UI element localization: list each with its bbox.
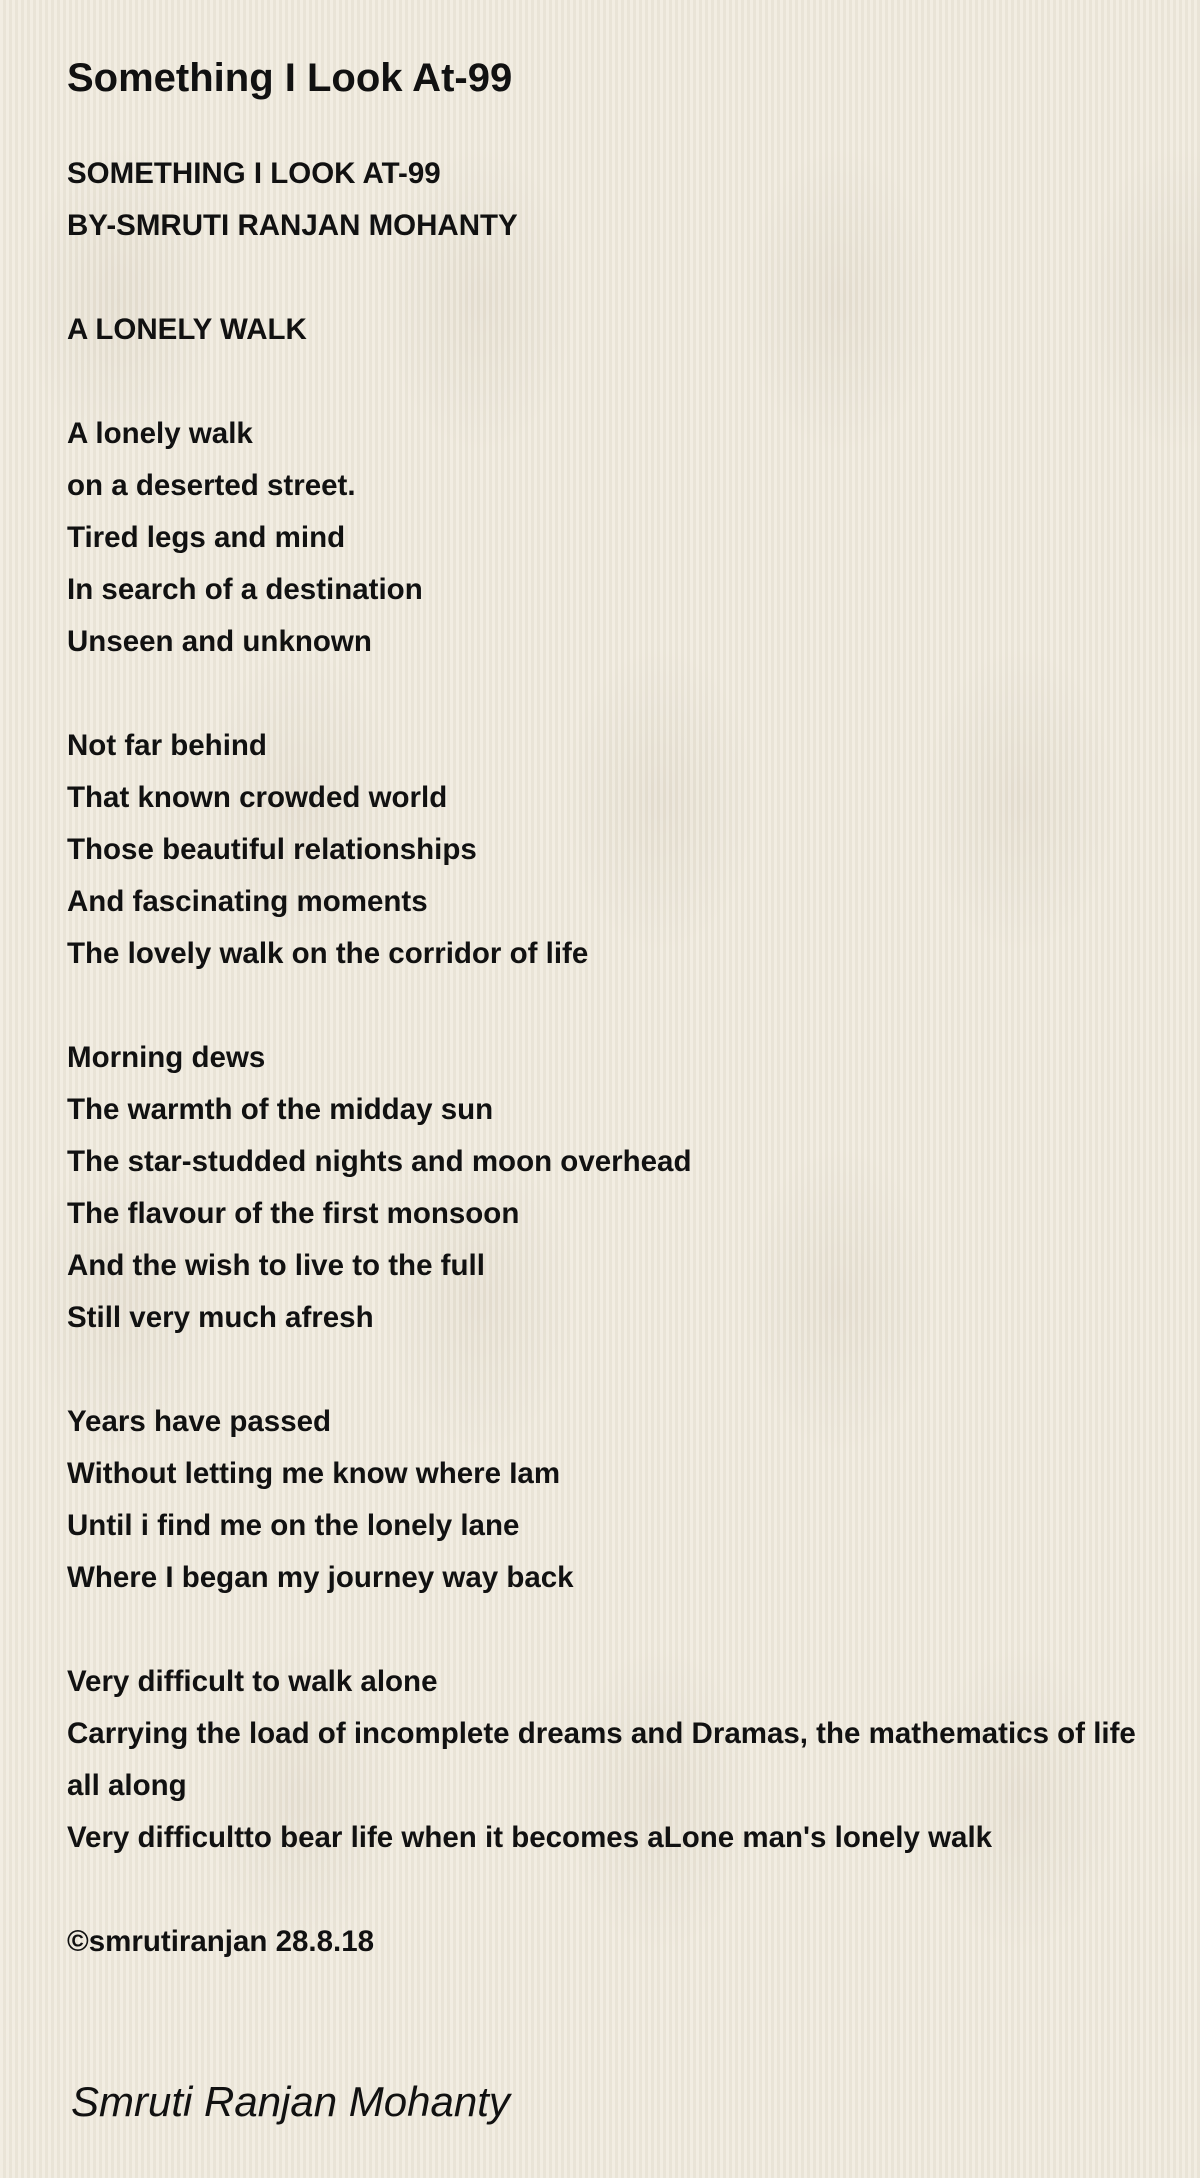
stanza-3 — [67, 1032, 1157, 1344]
stanza-break — [67, 1344, 1157, 1396]
stanza-break — [67, 668, 1157, 720]
poem-line: The lovely walk on the corridor of life — [67, 937, 589, 970]
stanza-break — [67, 252, 1157, 304]
poem-line: And the wish to live to the full — [67, 1249, 485, 1282]
poem-line: A lonely walk — [67, 417, 253, 450]
poem-line: Without letting me know where Iam — [67, 1457, 561, 1490]
poem-line: Those beautiful relationships — [67, 833, 477, 866]
stanza-break — [67, 356, 1157, 408]
poem-line: Very difficult to walk alone — [67, 1665, 438, 1698]
stanza-2 — [67, 720, 1157, 980]
poem-line: Carrying the load of incomplete dreams and Dramas, the mathematics of life all along — [67, 1717, 1136, 1802]
poem-body — [67, 148, 1157, 1968]
poem-line: Very difficultto bear life when it becomes aLone man's lonely walk — [67, 1821, 993, 1854]
poem-line: In search of a destination — [67, 573, 423, 606]
stanza-4 — [67, 1396, 1157, 1604]
poem-line: Morning dews — [67, 1041, 266, 1074]
poem-line: The warmth of the midday sun — [67, 1093, 494, 1126]
poem-line: Tired legs and mind — [67, 521, 346, 554]
poem-section-title: A LONELY WALK — [67, 313, 307, 346]
poem-line: Until i find me on the lonely lane — [67, 1509, 520, 1542]
page-title: Something I Look At-99 — [67, 56, 513, 100]
poem-line: Where I began my journey way back — [67, 1561, 574, 1594]
stanza-5 — [67, 1656, 1157, 1864]
poem-line: Not far behind — [67, 729, 267, 762]
poem-line: Unseen and unknown — [67, 625, 372, 658]
stanza-break — [67, 1604, 1157, 1656]
poem-line: The star-studded nights and moon overhead — [67, 1145, 692, 1178]
poem-line: Still very much afresh — [67, 1301, 374, 1334]
poem-line: That known crowded world — [67, 781, 448, 814]
poem-byline: BY-SMRUTI RANJAN MOHANTY — [67, 209, 518, 242]
stanza-break — [67, 1864, 1157, 1916]
poem-line: The flavour of the first monsoon — [67, 1197, 520, 1230]
poem-line: Years have passed — [67, 1405, 332, 1438]
poem-line: And fascinating moments — [67, 885, 428, 918]
stanza-1 — [67, 408, 1157, 668]
stanza-break — [67, 980, 1157, 1032]
copyright-line: ©smrutiranjan 28.8.18 — [67, 1925, 375, 1958]
author-signature: Smruti Ranjan Mohanty — [71, 2078, 510, 2125]
poem-heading: SOMETHING I LOOK AT-99 — [67, 157, 441, 190]
poem-line: on a deserted street. — [67, 469, 356, 502]
